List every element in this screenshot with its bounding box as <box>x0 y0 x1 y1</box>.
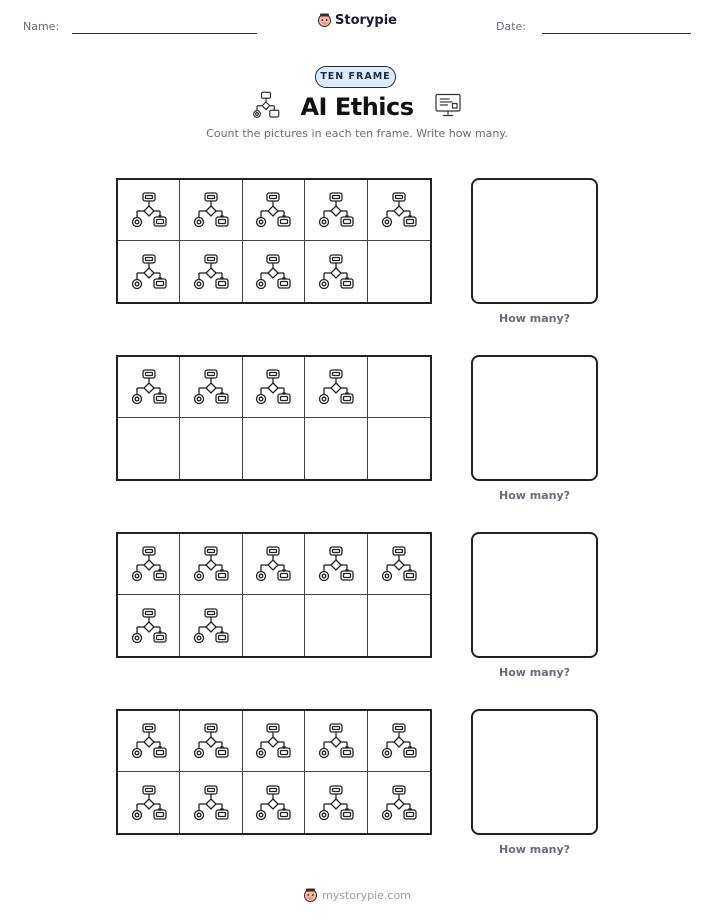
flowchart-icon <box>129 544 169 584</box>
ten-frame-cell <box>118 357 180 418</box>
flowchart-icon <box>316 544 356 584</box>
ten-frame-cell <box>243 595 305 656</box>
flowchart-icon <box>191 721 231 761</box>
ten-frame-cell <box>180 711 242 772</box>
ten-frame-cell <box>118 534 180 595</box>
ten-frame-cell <box>305 534 367 595</box>
ten-frame-badge: TEN FRAME <box>315 66 396 88</box>
flowchart-icon <box>191 252 231 292</box>
flowchart-icon <box>251 90 281 124</box>
flowchart-icon <box>253 721 293 761</box>
ten-frame-cell <box>305 772 367 833</box>
flowchart-icon <box>191 783 231 823</box>
flowchart-icon <box>379 190 419 230</box>
ten-frame <box>116 532 432 658</box>
ten-frame-cell <box>368 595 430 656</box>
answer-box[interactable] <box>471 532 598 658</box>
ten-frame-cell <box>243 418 305 479</box>
ten-frame-cell <box>305 357 367 418</box>
answer-box[interactable] <box>471 709 598 835</box>
flowchart-icon <box>129 252 169 292</box>
ten-frame-cell <box>243 772 305 833</box>
how-many-label: How many? <box>498 843 571 856</box>
flowchart-icon <box>129 367 169 407</box>
flowchart-icon <box>316 367 356 407</box>
flowchart-icon <box>191 544 231 584</box>
ten-frame-cell <box>305 595 367 656</box>
ten-frame-cell <box>180 534 242 595</box>
ten-frame-cell <box>243 534 305 595</box>
ten-frame <box>116 178 432 304</box>
flowchart-icon <box>379 544 419 584</box>
ten-frame-cell <box>180 418 242 479</box>
ten-frame-cell <box>180 357 242 418</box>
pig-mascot-icon <box>303 887 318 906</box>
instructions: Count the pictures in each ten frame. Write how many. <box>206 127 508 140</box>
ten-frame-cell <box>180 772 242 833</box>
flowchart-icon <box>191 190 231 230</box>
flowchart-icon <box>191 367 231 407</box>
page-title: AI Ethics <box>300 93 414 121</box>
ten-frame <box>116 709 432 835</box>
flowchart-icon <box>316 190 356 230</box>
flowchart-icon <box>379 721 419 761</box>
ten-frame-cell <box>368 357 430 418</box>
ten-frame-cell <box>243 241 305 302</box>
ten-frame-cell <box>118 241 180 302</box>
ten-frame <box>116 355 432 481</box>
ten-frame-cell <box>243 180 305 241</box>
ten-frame-cell <box>368 772 430 833</box>
how-many-label: How many? <box>498 489 571 502</box>
flowchart-icon <box>129 721 169 761</box>
brand-name: Storypie <box>335 13 397 28</box>
ten-frame-cell <box>368 180 430 241</box>
ten-frame-cell <box>243 711 305 772</box>
name-line[interactable] <box>72 33 257 34</box>
answer-box[interactable] <box>471 178 598 304</box>
footer <box>0 887 714 906</box>
title-row <box>0 90 714 124</box>
ten-frame-cell <box>118 180 180 241</box>
flowchart-icon <box>253 252 293 292</box>
ten-frame-cell <box>180 180 242 241</box>
computer-monitor-icon <box>433 90 463 124</box>
brand-logo <box>0 12 714 32</box>
ten-frame-cell <box>180 241 242 302</box>
flowchart-icon <box>316 783 356 823</box>
flowchart-icon <box>316 252 356 292</box>
how-many-label: How many? <box>498 666 571 679</box>
how-many-label: How many? <box>498 312 571 325</box>
date-line[interactable] <box>542 33 691 34</box>
flowchart-icon <box>129 606 169 646</box>
ten-frame-cell <box>243 357 305 418</box>
ten-frame-cell <box>368 711 430 772</box>
ten-frame-cell <box>180 595 242 656</box>
ten-frame-cell <box>118 595 180 656</box>
flowchart-icon <box>129 783 169 823</box>
ten-frame-cell <box>118 418 180 479</box>
answer-box[interactable] <box>471 355 598 481</box>
flowchart-icon <box>129 190 169 230</box>
ten-frame-cell <box>368 241 430 302</box>
ten-frame-cell <box>118 711 180 772</box>
ten-frame-cell <box>305 418 367 479</box>
ten-frame-cell <box>118 772 180 833</box>
flowchart-icon <box>253 190 293 230</box>
ten-frame-cell <box>305 180 367 241</box>
flowchart-icon <box>379 783 419 823</box>
pig-mascot-icon <box>317 12 332 32</box>
ten-frame-cell <box>305 711 367 772</box>
flowchart-icon <box>253 367 293 407</box>
ten-frame-cell <box>368 534 430 595</box>
footer-site: mystorypie.com <box>322 889 411 902</box>
flowchart-icon <box>253 783 293 823</box>
ten-frame-cell <box>305 241 367 302</box>
date-label: Date: <box>496 20 526 33</box>
name-label: Name: <box>23 20 60 33</box>
ten-frame-cell <box>368 418 430 479</box>
flowchart-icon <box>191 606 231 646</box>
flowchart-icon <box>316 721 356 761</box>
flowchart-icon <box>253 544 293 584</box>
